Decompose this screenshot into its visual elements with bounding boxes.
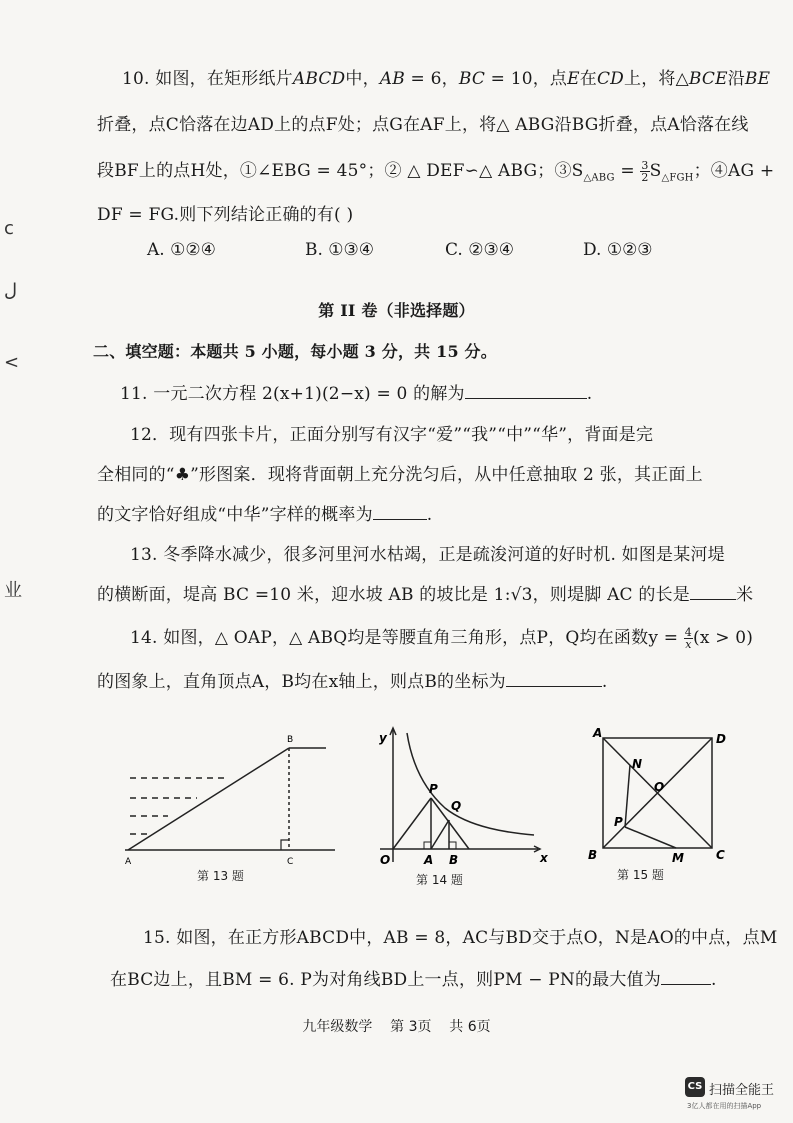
q10-choice-d: D. ①②③ [583,240,653,260]
fig15-label-b: B [588,848,598,862]
q12-answer-blank[interactable] [373,505,427,520]
fig13-slope-ab [128,748,289,850]
fig13-label-a: A [125,857,132,867]
fig15-label-a: A [593,726,603,740]
fig15-label-n: N [632,757,643,771]
camscanner-tagline: 3亿人都在用的扫描App [687,1102,762,1110]
fig13-label-b: B [287,735,294,745]
fig14-caption: 第 14 题 [416,873,463,887]
fig15-square [603,738,712,848]
fig14-x-arrow [534,846,540,852]
part2-heading: 二、填空题：本题共 5 小题，每小题 3 分，共 15 分。 [93,342,497,361]
q10-line-4: DF = FG.则下列结论正确的有( ) [97,205,354,225]
fig14-op [393,798,431,849]
q14-line-2: 的图象上，直角顶点A，B均在x轴上，则点B的坐标为 . [97,672,608,692]
q15-answer-blank[interactable] [661,970,711,985]
camscanner-name: 扫描全能王 [709,1083,775,1098]
q12-line-3: 的文字恰好组成“中华”字样的概率为 . [97,505,433,525]
fig15-label-m: M [672,851,684,865]
q14-answer-blank[interactable] [506,672,602,687]
fig14-label-p: P [429,782,438,796]
q12-line-2: 全相同的“♣”形图案．现将背面朝上充分洗匀后，从中任意抽取 2 张，其正面上 [97,465,703,485]
q12-line-1: 12．现有四张卡片，正面分别写有汉字“爱”“我”“中”“华”，背面是完 [130,425,654,445]
fig14-label-q: Q [451,799,462,813]
fig13-caption: 第 13 题 [197,869,244,883]
fig15-label-c: C [716,848,725,862]
q10-line-3: 段BF上的点H处，①∠EBG = 45°；② △ DEF∽△ ABG；$③S_{\triangle ABG}$ = $\frac{3}{2}$ $S_{\triangle FGH}$；④AG + [97,159,775,184]
camscanner-logo-icon: CS [685,1077,705,1097]
page-footer: 九年级数学 第 3页 共 6页 [302,1019,491,1035]
q15-line-1: 15. 如图，在正方形ABCD中，AB = 8，AC与BD交于点O，N是AO的中点，点M [143,928,778,948]
fig13-label-c: C [287,857,294,867]
fig14-right-angle-a [424,842,431,849]
q14-line-1: 14. 如图，△ OAP，△ ABQ均是等腰直角三角形，点P，Q均在函数y = $\frac{4}{x}$ (x > 0) [130,626,754,651]
fig15-label-p: P [614,815,623,829]
fraction-three-halves: $\frac{3}{2}$ [641,159,649,184]
q10-line-1: 10. 如图，在矩形纸片ABCD中，AB = 6，BC = 10，点E在CD上，将△BCE沿BE [122,69,771,89]
q13-answer-blank[interactable] [690,585,736,600]
fig15-caption: 第 15 题 [617,868,664,882]
fig14-label-a: A [424,853,434,867]
fig14-label-b: B [449,853,459,867]
q10-choice-b: B. ①③④ [305,240,375,260]
q13-line-1: 13. 冬季降水减少，很多河里河水枯竭，正是疏浚河道的好时机. 如图是某河堤 [130,545,725,565]
q10-choice-c: C. ②③④ [445,240,514,260]
q13-line-2: 的横断面，堤高 BC =10 米，迎水坡 AB 的坡比是 1:√3，则堤脚 AC 的长是 米 [97,585,754,605]
fig15-pm [625,827,676,848]
q11-answer-blank[interactable] [465,384,587,399]
fig14-label-o: O [380,853,391,867]
fig14-pb-side [431,798,469,849]
fig14-right-angle-b [449,842,456,849]
margin-mark-1: c [4,218,14,239]
fraction-4-over-x: $\frac{4}{x}$ [684,626,692,651]
margin-mark-2: ل [4,280,18,301]
fig14-label-y: y [379,731,387,745]
margin-mark-4: 业 [4,580,22,601]
fig13-right-angle [281,840,289,850]
fig14-aq [431,820,449,849]
q10-choice-a: A. ①②④ [147,240,216,260]
q15-line-2: 在BC边上，且BM = 6. P为对角线BD上一点，则PM − PN的最大值为 . [110,970,717,990]
fig15-label-d: D [716,732,726,746]
fig14-y-arrow [390,728,396,735]
fig14-label-x: x [540,851,548,865]
fig15-diagonal-ac [603,738,712,848]
fig15-pn [625,765,630,827]
q10-line-2: 折叠，点C恰落在边AD上的点F处；点G在AF上，将△ ABG沿BG折叠，点A恰落在线 [97,115,749,135]
fig14-hyperbola [407,733,534,835]
fig15-label-o: O [654,780,665,794]
q11-line: 11. 一元二次方程 2(x+1)(2−x) = 0 的解为 . [120,384,593,404]
fig15-diagonal-bd [603,738,712,848]
section-title: 第 II 卷（非选择题） [318,301,475,320]
margin-mark-3: < [4,352,20,373]
